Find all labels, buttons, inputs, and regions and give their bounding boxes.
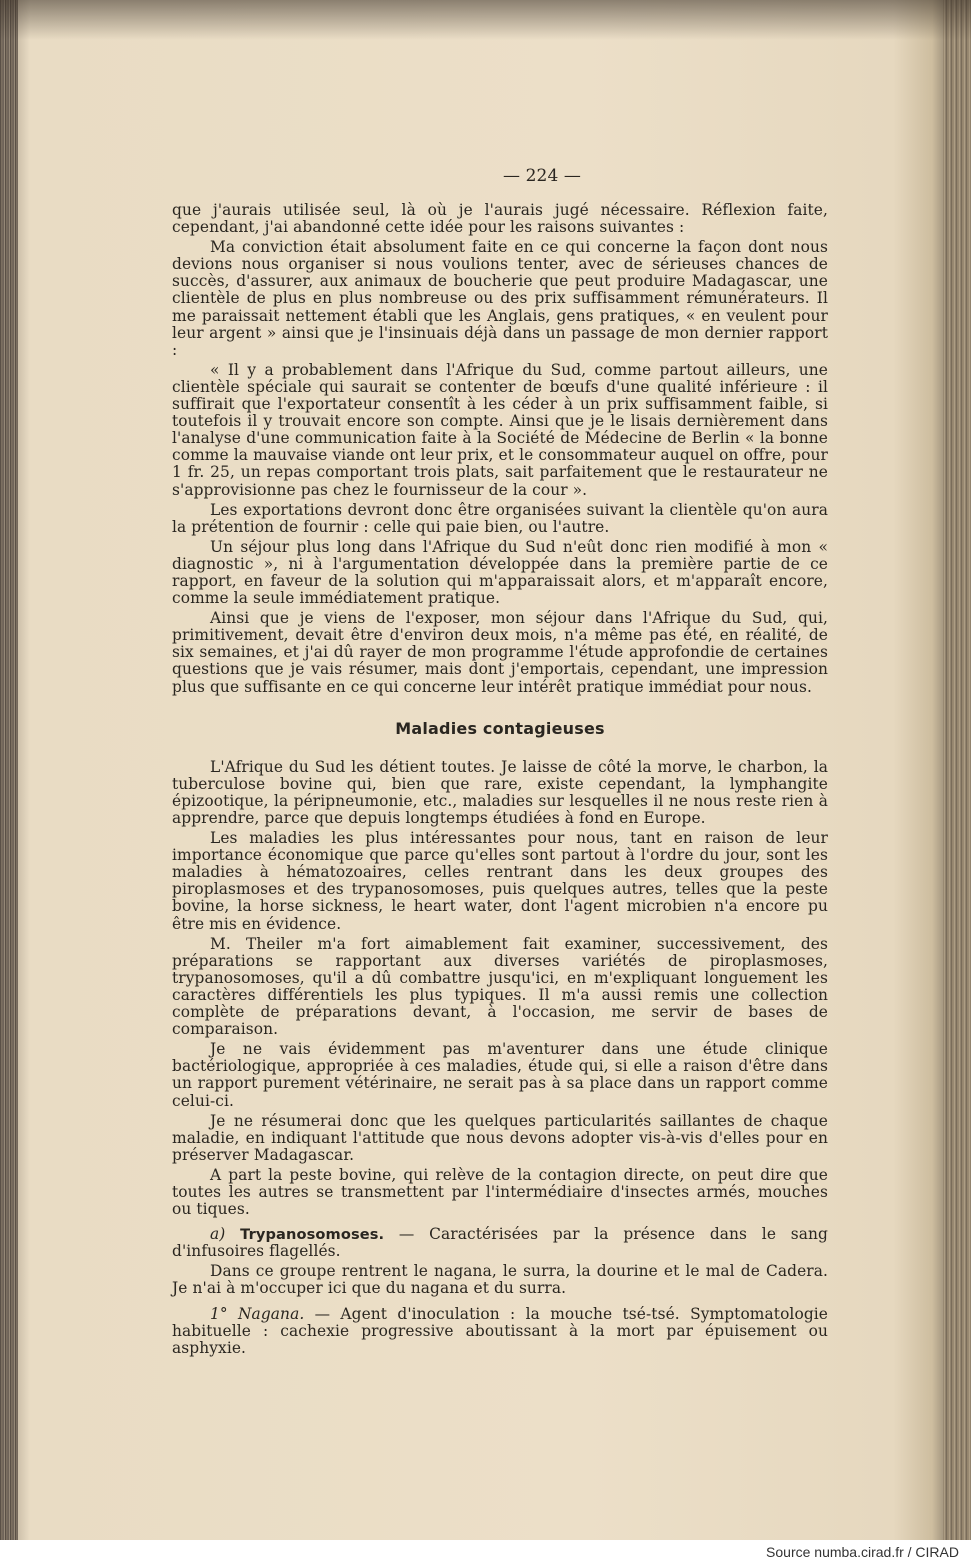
subsection-title: Nagana. [237,1304,305,1323]
body-text [172,202,828,1360]
list-marker: a) [210,1225,226,1244]
trypanosomoses-paragraph [172,1226,828,1260]
paragraph: Un séjour plus long dans l'Afrique du Sud n'eût donc rien modifié à mon « diagnostic », ni à l'argumentation développée dans la première partie de ce rapport, en faveur de la solution qui m'apparaissait alors, et m'apparaît encore, comme la seule immédiatement pratique. [172,537,828,608]
paragraph: Je ne vais évidemment pas m'aventurer dans une étude clinique bactériologique, appropriée à ces maladies, étude qui, si elle a raison d'être dans un rapport purement vétérinaire, ne serait pas à sa place dans un rapport comme celui-ci. [172,1040,828,1110]
paragraph: Les exportations devront donc être organisées suivant la clientèle qu'on aura la prétention de fournir : celle qui paie bien, ou l'autre. [172,500,828,536]
paragraph: Les maladies les plus intéressantes pour nous, tant en raison de leur importance économique que parce qu'elles sont partout à l'ordre du jour, sont les maladies à hématozoaires, celles rentrant dans les deux groupes des piroplasmoses et des trypanosomoses, puis quelques autres, telles que la peste bovine, la horse sickness, le heart water, dont l'agent microbien n'a encore pu être mis en évidence. [172,829,828,933]
nagana-paragraph [172,1306,828,1357]
list-marker: 1° [210,1304,228,1323]
page-number: — 224 — [503,166,581,186]
subsection-title: Trypanosomoses. [240,1226,385,1244]
source-credit: Source numba.cirad.fr / CIRAD [766,1544,959,1560]
section-heading: Maladies contagieuses [395,718,605,738]
paragraph: L'Afrique du Sud les détient toutes. Je laisse de côté la morve, le charbon, la tuberculose bovine qui, bien que rare, existe cependant, la lymphangite épizootique, la péripneumonie, etc., maladies sur lesquelles il ne nous reste rien à apprendre, parce que depuis longtemps étudiées à fond en Europe. [172,757,828,827]
quote-paragraph: « Il y a probablement dans l'Afrique du Sud, comme partout ailleurs, une clientèle spéciale qui saurait se contenter de bœufs d'une qualité inférieure : il suffirait que l'exportateur consentît à les céder à un prix suffisamment faible, si toutefois il y trouvait encore son compte. Ainsi que je le lisais dernièrement dans l'analyse d'une communication faite à la Société de Médecine de Berlin « la bonne comme la mauvaise viande ont leur prix, et le consommateur auquel on offre, pour 1 fr. 25, un repas comportant trois plats, sait parfaitement que le restaurateur ne s'approvisionne pas chez le fournisseur de la cour ». [172,360,828,499]
subsection-text: — Caractérisées par la présence dans le sang d'infusoires flagellés. [172,1225,829,1261]
paragraph: A part la peste bovine, qui relève de la contagion directe, on peut dire que toutes les autres se transmettent par l'intermédiaire d'insectes armés, mouches ou tiques. [172,1165,828,1219]
subsection-text: — Agent d'inoculation : la mouche tsé-tsé. Symptomatologie habituelle : cachexie progressive aboutissant à la mort par épuisement ou asphyxie. [172,1304,829,1357]
paragraph: Dans ce groupe rentrent le nagana, le surra, la dourine et le mal de Cadera. Je n'ai à m'occuper ici que du nagana et du surra. [172,1262,828,1298]
paragraph: que j'aurais utilisée seul, là où je l'aurais jugé nécessaire. Réflexion faite, cependant, j'ai abandonné cette idée pour les raisons suivantes : [172,201,828,237]
paragraph: M. Theiler m'a fort aimablement fait examiner, successivement, des préparations se rapportant aux diverses variétés de piroplasmoses, trypanosomoses, qu'il a dû combattre jusqu'ici, en m'expliquant longuement les caractères différentiels les plus typiques. Il m'a aussi remis une collection complète de préparations devant, à l'occasion, me servir de bases de comparaison. [172,934,828,1039]
paragraph: Ma conviction était absolument faite en ce qui concerne la façon dont nous devions nous organiser si nous voulions tenter, avec de sérieuses chances de succès, d'assurer, aux animaux de boucherie que peut produire Madagascar, une clientèle de plus en plus nombreuse ou des prix suffisamment rémunérateurs. Il me paraissait nettement établi que les Anglais, gens pratiques, « en veulent pour leur argent » ainsi que je l'insinuais déjà dans un passage de mon dernier rapport : [172,238,828,359]
paragraph: Ainsi que je viens de l'exposer, mon séjour dans l'Afrique du Sud, qui, primitivement, devait être d'environ deux mois, n'a même pas été, en réalité, de six semaines, et j'ai dû rayer de mon programme l'étude approfondie de certaines questions que je vais résumer, mais dont j'emportais, cependant, une impression plus que suffisante en ce qui concerne leur intérêt pratique immédiat pour nous. [172,609,828,696]
page-top-shadow [0,0,971,40]
page-stack-edge [943,0,971,1540]
paragraph: Je ne résumerai donc que les quelques particularités saillantes de chaque maladie, en indiquant l'attitude que nous devons adopter vis-à-vis d'elles pour en préserver Madagascar. [172,1111,828,1164]
book-spine-edge [0,0,18,1540]
